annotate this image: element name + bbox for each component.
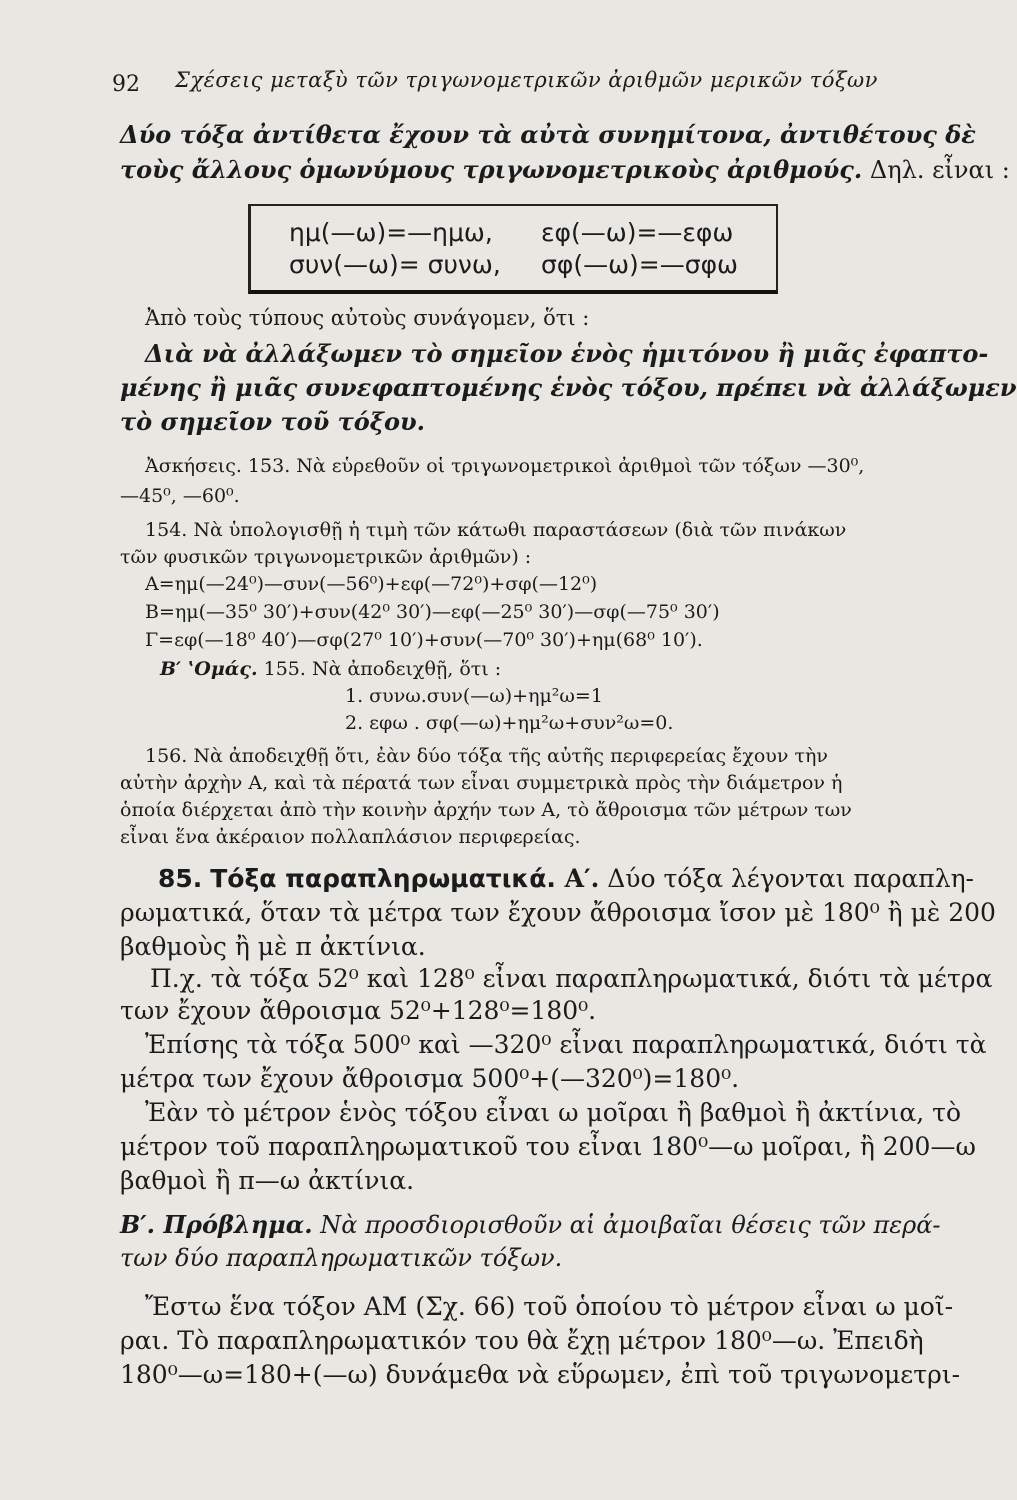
proof-line-3: 180⁰—ω=180+(—ω) δυνάμεθα νὰ εὕρωμεν, ἐπὶ τοῦ τριγωνομετρι-: [120, 1360, 961, 1389]
formula-cos: συν(—ω)= συνω,: [289, 250, 501, 279]
section-85-line-2: ρωματικά, ὅταν τὰ μέτρα των ἔχουν ἄθροισμα ἴσον μὲ 180⁰ ἢ μὲ 200: [120, 898, 996, 927]
section-85-line-3: βαθμοὺς ἢ μὲ π ἀκτίνια.: [120, 932, 426, 961]
problem-label: Β′. Πρόβλημα.: [120, 1210, 313, 1239]
formula-sin: ημ(—ω)=—ημω,: [289, 218, 493, 247]
exercise-156-line-4: εἶναι ἕνα ἀκέραιον πολλαπλάσιον περιφερείας.: [120, 826, 581, 848]
example-2-line-2: μέτρα των ἔχουν ἄθροισμα 500⁰+(—320⁰)=180⁰.: [120, 1064, 740, 1093]
example-1-line-1: Π.χ. τὰ τόξα 52⁰ καὶ 128⁰ εἶναι παραπληρωματικά, διότι τὰ μέτρα: [150, 964, 993, 993]
conclusion-lead: Ἀπὸ τοὺς τύπους αὐτοὺς συνάγομεν, ὅτι :: [145, 306, 590, 330]
problem-line-1-rest: Νὰ προσδιορισθοῦν αἱ ἀμοιβαῖαι θέσεις τῶν περά-: [312, 1211, 941, 1239]
exercise-155-item-2: 2. εφω . σφ(—ω)+ημ²ω+συν²ω=0.: [345, 712, 674, 734]
example-3-line-2: μέτρον τοῦ παραπληρωματικοῦ του εἶναι 180⁰—ω μοῖραι, ἢ 200—ω: [120, 1132, 976, 1161]
group-b-label: Β′ ʽΟμάς.: [160, 658, 258, 680]
expression-G: Γ=εφ(—18⁰ 40′)—σφ(27⁰ 10′)+συν(—70⁰ 30′)+ημ(68⁰ 10′).: [145, 629, 703, 651]
running-title: Σχέσεις μεταξὺ τῶν τριγωνομετρικῶν ἀριθμῶν μερικῶν τόξων: [175, 68, 878, 92]
intro-line-2-italic: τοὺς ἄλλους ὁμωνύμους τριγωνομετρικοὺς ἀριθμούς.: [120, 155, 863, 184]
problem-line-2: των δύο παραπληρωματικῶν τόξων.: [120, 1244, 563, 1272]
example-1-line-2: των ἔχουν ἄθροισμα 52⁰+128⁰=180⁰.: [120, 996, 597, 1025]
example-3-line-1: Ἐὰν τὸ μέτρον ἑνὸς τόξου εἶναι ω μοῖραι ἢ βαθμοὶ ἢ ἀκτίνια, τὸ: [145, 1098, 961, 1127]
section-85-sub: Α′.: [555, 864, 600, 893]
exercise-156-line-2: αὐτὴν ἀρχὴν Α, καὶ τὰ πέρατά των εἶναι συμμετρικὰ πρὸς τὴν διάμετρον ἡ: [120, 772, 843, 794]
proof-line-1: Ἔστω ἕνα τόξον ΑΜ (Σχ. 66) τοῦ ὁποίου τὸ μέτρον εἶναι ω μοῖ-: [145, 1292, 954, 1321]
exercise-155-item-1: 1. συνω.συν(—ω)+ημ²ω=1: [345, 685, 603, 707]
example-3-line-3: βαθμοὶ ἢ π—ω ἀκτίνια.: [120, 1166, 415, 1195]
page-number: 92: [112, 72, 140, 97]
problem-heading: [120, 1210, 941, 1239]
proof-line-2: ραι. Τὸ παραπληρωματικόν του θὰ ἔχῃ μέτρον 180⁰—ω. Ἐπειδὴ: [120, 1326, 924, 1355]
exercise-153-line-1: Ἀσκήσεις. 153. Νὰ εὑρεθοῦν οἱ τριγωνομετρικοὶ ἀριθμοὶ τῶν τόξων —30⁰,: [145, 455, 865, 477]
rule-line-3: τὸ σημεῖον τοῦ τόξου.: [120, 407, 425, 436]
intro-line-1: Δύο τόξα ἀντίθετα ἔχουν τὰ αὐτὰ συνημίτονα, ἀντιθέτους δὲ: [120, 120, 976, 149]
exercise-155-text: 155. Νὰ ἀποδειχθῇ, ὅτι :: [257, 658, 502, 680]
exercise-155: [160, 658, 501, 680]
exercise-154-line-2: τῶν φυσικῶν τριγωνομετρικῶν ἀριθμῶν) :: [120, 546, 532, 568]
expression-B: Β=ημ(—35⁰ 30′)+συν(42⁰ 30′)—εφ(—25⁰ 30′)—σφ(—75⁰ 30′): [145, 601, 720, 623]
expression-A: Α=ημ(—24⁰)—συν(—56⁰)+εφ(—72⁰)+σφ(—12⁰): [145, 573, 598, 595]
rule-line-2: μένης ἢ μιᾶς συνεφαπτομένης ἑνὸς τόξου, πρέπει νὰ ἀλλάξωμεν: [120, 373, 1017, 402]
exercise-154-line-1: 154. Νὰ ὑπολογισθῇ ἡ τιμὴ τῶν κάτωθι παραστάσεων (διὰ τῶν πινάκων: [145, 519, 847, 541]
example-2-line-1: Ἐπίσης τὰ τόξα 500⁰ καὶ —320⁰ εἶναι παραπληρωματικά, διότι τὰ: [145, 1030, 987, 1059]
exercise-153-line-2: —45⁰, —60⁰.: [120, 485, 240, 507]
exercise-156-line-3: ὁποία διέρχεται ἀπὸ τὴν κοινὴν ἀρχήν των Α, τὸ ἄθροισμα τῶν μέτρων των: [120, 799, 852, 821]
exercise-156-line-1: 156. Νὰ ἀποδειχθῇ ὅτι, ἐὰν δύο τόξα τῆς αὐτῆς περιφερείας ἔχουν τὴν: [145, 745, 828, 767]
section-85-title: Τόξα παραπληρωματικά.: [210, 864, 556, 893]
section-85-number: 85.: [158, 864, 203, 893]
rule-line-1: Διὰ νὰ ἀλλάξωμεν τὸ σημεῖον ἑνὸς ἡμιτόνου ἢ μιᾶς ἐφαπτο-: [145, 339, 989, 368]
section-85-line-1-rest: Δύο τόξα λέγονται παραπλη-: [599, 864, 975, 893]
section-85-heading: [158, 864, 974, 893]
formula-tan: εφ(—ω)=—εφω: [541, 218, 734, 247]
formula-cot: σφ(—ω)=—σφω: [541, 250, 738, 279]
intro-line-2: [120, 155, 1010, 184]
intro-line-2-rest: Δηλ. εἶναι :: [862, 156, 1010, 184]
formula-box: [248, 204, 778, 294]
